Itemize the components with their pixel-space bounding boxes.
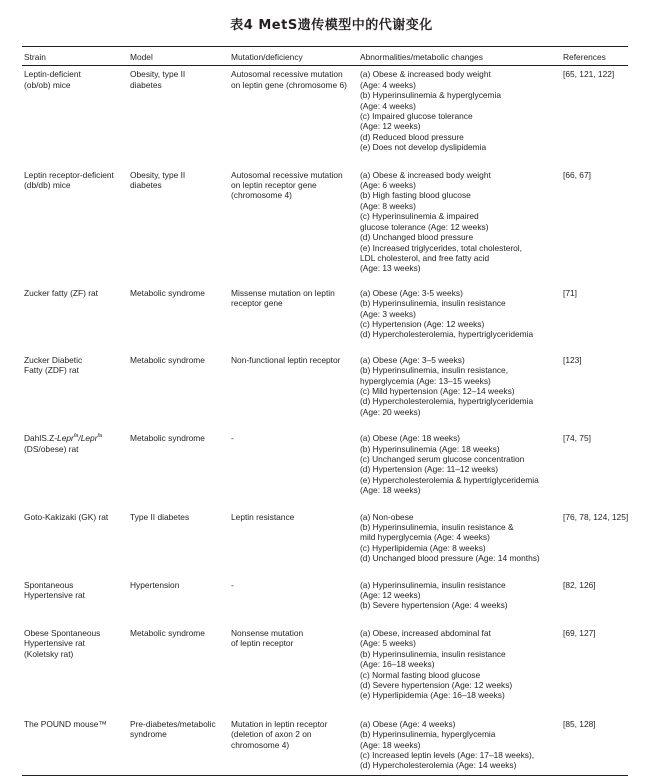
cell-model: [128, 285, 229, 351]
changes-line: (Age: 12 weeks): [360, 590, 421, 601]
mutation-line: Mutation in leptin receptor: [231, 718, 328, 729]
changes-line: (c) Increased leptin levels (Age: 17–18 weeks),: [360, 749, 535, 760]
cell-refs: [561, 285, 628, 351]
changes-line: (Age: 18 weeks): [360, 485, 421, 496]
strain-line: Fatty (ZDF) rat: [24, 365, 79, 376]
mutation-line: -: [231, 433, 234, 444]
cell-model: [128, 167, 229, 285]
cell-model: [128, 576, 229, 624]
cell-model: [128, 715, 229, 776]
references-value: [85, 128]: [563, 718, 596, 729]
model-line: diabetes: [130, 180, 162, 191]
changes-line: (b) Hyperinsulinemia & hyperglycemia: [360, 90, 502, 101]
cell-strain: [22, 624, 128, 715]
cell-changes: [358, 624, 561, 715]
changes-line: (b) Hyperinsulinemia, insulin resistance,: [360, 365, 509, 376]
model-line: Metabolic syndrome: [130, 354, 205, 365]
references-value: [123]: [563, 354, 582, 365]
cell-strain: [22, 351, 128, 429]
strain-line: (DS/obese) rat: [24, 443, 79, 454]
strain-line: Zucker Diabetic: [24, 354, 83, 365]
changes-line: (c) Mild hypertension (Age: 12–14 weeks): [360, 385, 515, 396]
references-value: [76, 78, 124, 125]: [563, 511, 629, 522]
references-value: [71]: [563, 287, 577, 298]
header-changes: Abnormalities/metabolic changes: [358, 47, 561, 66]
strain-slash: /: [78, 433, 81, 444]
changes-line: (d) Hypertension (Age: 11–12 weeks): [360, 464, 499, 475]
changes-line: (d) Unchanged blood pressure (Age: 14 months): [360, 553, 540, 564]
changes-line: LDL cholesterol, and free fatty acid: [360, 252, 490, 263]
header-model: Model: [128, 47, 229, 66]
mutation-line: Autosomal recessive mutation: [231, 69, 343, 80]
changes-line: (Age: 4 weeks): [360, 79, 416, 90]
changes-line: (a) Obese (Age: 3-5 weeks): [360, 287, 463, 298]
changes-line: (a) Obese (Age: 3–5 weeks): [360, 354, 465, 365]
changes-line: (d) Severe hypertension (Age: 12 weeks): [360, 679, 513, 690]
references-value: [65, 121, 122]: [563, 69, 615, 80]
cell-strain: [22, 429, 128, 507]
changes-line: (Age: 5 weeks): [360, 638, 416, 649]
model-line: syndrome: [130, 729, 167, 740]
mutation-line: Missense mutation on leptin: [231, 287, 335, 298]
mutation-line: receptor gene: [231, 298, 283, 309]
changes-line: (Age: 4 weeks): [360, 100, 416, 111]
strain-line: Obese Spontaneous: [24, 627, 101, 638]
cell-refs: [561, 624, 628, 715]
strain-gene: Lepr: [80, 433, 98, 444]
cell-refs: [561, 576, 628, 624]
changes-line: (c) Hypertension (Age: 12 weeks): [360, 318, 485, 329]
header-mutation: Mutation/deficiency: [229, 47, 358, 66]
changes-line: (Age: 6 weeks): [360, 180, 416, 191]
model-line: Metabolic syndrome: [130, 287, 205, 298]
changes-line: (a) Obese (Age: 18 weeks): [360, 433, 461, 444]
references-value: [82, 126]: [563, 579, 596, 590]
strain-line: Zucker fatty (ZF) rat: [24, 287, 98, 298]
mutation-line: Nonsense mutation: [231, 627, 304, 638]
mutation-line: chromosome 4): [231, 739, 290, 750]
changes-line: (Age: 16–18 weeks): [360, 659, 435, 670]
changes-line: (d) Hypercholesterolemia, hypertriglyceridemia: [360, 396, 534, 407]
strain-line: Goto-Kakizaki (GK) rat: [24, 511, 109, 522]
changes-line: (Age: 13 weeks): [360, 263, 421, 274]
changes-line: (d) Hypercholesterolemia (Age: 14 weeks): [360, 760, 517, 771]
cell-model: [128, 624, 229, 715]
changes-line: (b) Hyperinsulinemia, insulin resistance: [360, 298, 506, 309]
strain-line: (ob/ob) mice: [24, 79, 71, 90]
changes-line: (Age: 18 weeks): [360, 739, 421, 750]
changes-line: (a) Obese & increased body weight: [360, 169, 491, 180]
changes-line: (b) Hyperinsulinemia, hyperglycemia: [360, 729, 496, 740]
cell-model: [128, 351, 229, 429]
cell-strain: [22, 66, 128, 167]
mutation-line: -: [231, 579, 234, 590]
cell-changes: [358, 715, 561, 776]
changes-line: (c) Impaired glucose tolerance: [360, 111, 473, 122]
mutation-line: (deletion of axon 2 on: [231, 729, 312, 740]
table-row: [22, 715, 628, 776]
changes-line: (a) Obese & increased body weight: [360, 69, 491, 80]
table-body: [22, 66, 628, 775]
strain-allele-sup: fa: [73, 433, 79, 440]
cell-changes: [358, 429, 561, 507]
references-value: [66, 67]: [563, 169, 591, 180]
cell-changes: [358, 285, 561, 351]
cell-mutation: [229, 285, 358, 351]
cell-changes: [358, 167, 561, 285]
cell-mutation: [229, 429, 358, 507]
mutation-line: on leptin receptor gene: [231, 180, 317, 191]
mutation-line: Non-functional leptin receptor: [231, 354, 341, 365]
changes-line: (c) Hyperlipidemia (Age: 8 weeks): [360, 542, 486, 553]
strain-line: Hypertensive rat: [24, 590, 85, 601]
strain-line: (Koletsky rat): [24, 648, 74, 659]
changes-line: hyperglycemia (Age: 13–15 weeks): [360, 375, 491, 386]
strain-line: Leptin receptor-deficient: [24, 169, 114, 180]
changes-line: (c) Hyperinsulinemia & impaired: [360, 211, 479, 222]
strain-line: Leptin-deficient: [24, 69, 81, 80]
cell-mutation: [229, 715, 358, 776]
model-line: Type II diabetes: [130, 511, 190, 522]
cell-model: [128, 429, 229, 507]
header-references: References: [561, 47, 628, 66]
changes-line: (d) Hypercholesterolemia, hypertriglyceridemia: [360, 329, 534, 340]
strain-prefix: DahlS.Z-: [24, 433, 58, 444]
changes-line: (e) Hypercholesterolemia & hypertriglyceridemia: [360, 474, 539, 485]
strain-allele-sup: fa: [97, 433, 103, 440]
changes-line: mild hyperglycemia (Age: 4 weeks): [360, 532, 490, 543]
changes-line: (b) Hyperinsulinemia (Age: 18 weeks): [360, 443, 500, 454]
cell-strain: [22, 715, 128, 776]
cell-refs: [561, 429, 628, 507]
changes-line: (d) Unchanged blood pressure: [360, 232, 474, 243]
strain-line: The POUND mouse™: [24, 718, 107, 729]
changes-line: glucose tolerance (Age: 12 weeks): [360, 221, 489, 232]
table-row: [22, 429, 628, 507]
table-row: [22, 66, 628, 167]
model-line: Metabolic syndrome: [130, 627, 205, 638]
cell-strain: [22, 576, 128, 624]
mets-models-table: [22, 46, 628, 776]
cell-changes: [358, 576, 561, 624]
cell-model: [128, 508, 229, 576]
changes-line: (e) Increased triglycerides, total cholesterol,: [360, 242, 522, 253]
cell-refs: [561, 351, 628, 429]
cell-changes: [358, 351, 561, 429]
cell-changes: [358, 508, 561, 576]
table-row: [22, 167, 628, 285]
cell-refs: [561, 715, 628, 776]
header-strain: Strain: [22, 47, 128, 66]
model-line: Hypertension: [130, 579, 180, 590]
cell-mutation: [229, 66, 358, 167]
changes-line: (b) Hyperinsulinemia, insulin resistance &: [360, 522, 514, 533]
model-line: Obesity, type II: [130, 169, 186, 180]
cell-refs: [561, 167, 628, 285]
changes-line: (a) Obese (Age: 4 weeks): [360, 718, 456, 729]
cell-changes: [358, 66, 561, 167]
cell-mutation: [229, 351, 358, 429]
changes-line: (Age: 8 weeks): [360, 200, 416, 211]
strain-gene: Lepr: [57, 433, 74, 444]
changes-line: (b) Hyperinsulinemia, insulin resistance: [360, 648, 506, 659]
cell-strain: [22, 285, 128, 351]
changes-line: (b) High fasting blood glucose: [360, 190, 471, 201]
mutation-line: Leptin resistance: [231, 511, 295, 522]
changes-line: (a) Non-obese: [360, 511, 414, 522]
table-row: [22, 576, 628, 624]
table-title: 表4 MetS遗传模型中的代谢变化: [230, 18, 433, 33]
changes-line: (c) Normal fasting blood glucose: [360, 669, 481, 680]
changes-line: (a) Hyperinsulinemia, insulin resistance: [360, 579, 506, 590]
mutation-line: of leptin receptor: [231, 638, 294, 649]
changes-line: (e) Does not develop dyslipidemia: [360, 142, 487, 153]
model-line: Obesity, type II: [130, 69, 186, 80]
strain-line: (db/db) mice: [24, 180, 71, 191]
cell-refs: [561, 66, 628, 167]
cell-model: [128, 66, 229, 167]
mutation-line: Autosomal recessive mutation: [231, 169, 343, 180]
changes-line: (a) Obese, increased abdominal fat: [360, 627, 491, 638]
strain-line: Hypertensive rat: [24, 638, 85, 649]
mutation-line: on leptin gene (chromosome 6): [231, 79, 347, 90]
changes-line: (c) Unchanged serum glucose concentration: [360, 454, 525, 464]
references-value: [74, 75]: [563, 433, 591, 444]
table-row: [22, 624, 628, 715]
cell-strain: [22, 167, 128, 285]
changes-line: (e) Hyperlipidemia (Age: 16–18 weeks): [360, 690, 505, 701]
model-line: Metabolic syndrome: [130, 433, 205, 444]
table-row: [22, 508, 628, 576]
cell-mutation: [229, 624, 358, 715]
references-value: [69, 127]: [563, 627, 596, 638]
changes-line: (Age: 3 weeks): [360, 308, 416, 319]
cell-mutation: [229, 167, 358, 285]
model-line: Pre-diabetes/metabolic: [130, 718, 216, 729]
cell-mutation: [229, 508, 358, 576]
strain-line: Spontaneous: [24, 579, 74, 590]
mutation-line: (chromosome 4): [231, 190, 292, 201]
model-line: diabetes: [130, 79, 162, 90]
changes-line: (d) Reduced blood pressure: [360, 131, 464, 142]
table-row: [22, 285, 628, 351]
cell-strain: [22, 508, 128, 576]
table-row: [22, 351, 628, 429]
changes-line: (b) Severe hypertension (Age: 4 weeks): [360, 600, 508, 611]
cell-mutation: [229, 576, 358, 624]
header-row: [22, 47, 628, 66]
changes-line: (Age: 12 weeks): [360, 121, 421, 132]
cell-refs: [561, 508, 628, 576]
strain-name-line: [24, 433, 126, 443]
changes-line: (Age: 20 weeks): [360, 406, 421, 417]
